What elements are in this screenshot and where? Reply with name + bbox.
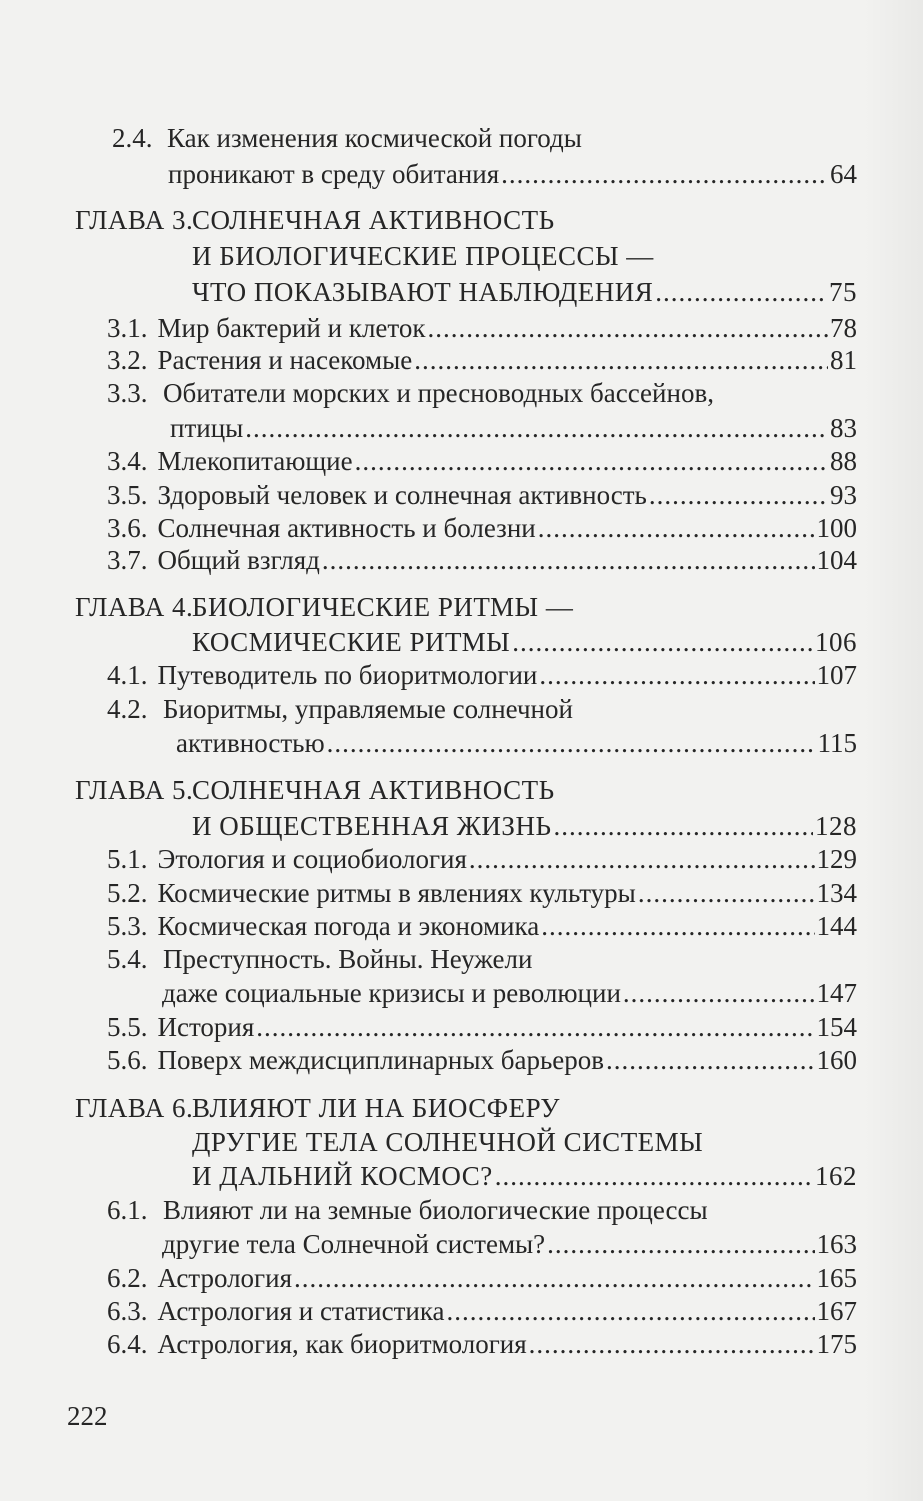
chapter-title: СОЛНЕЧНАЯ АКТИВНОСТЬ	[192, 775, 555, 805]
leader-dots	[327, 725, 816, 761]
leader-dots	[547, 1226, 814, 1262]
section-number: 6.3.	[107, 1296, 148, 1326]
page-ref: 83	[830, 413, 857, 443]
section-number: 3.7.	[107, 545, 148, 575]
toc-entry-5-4	[0, 941, 923, 977]
page-ref: 175	[816, 1329, 857, 1359]
page-ref: 88	[830, 446, 857, 476]
toc-entry-6-1	[0, 1192, 923, 1228]
chapter-prefix: ГЛАВА 5.	[75, 775, 194, 805]
section-title: Общий взгляд	[157, 545, 320, 575]
section-number: 3.1.	[107, 313, 148, 343]
section-title: Мир бактерий и клеток	[157, 313, 426, 343]
leader-dots	[294, 1260, 815, 1296]
section-number: 3.3.	[107, 378, 148, 408]
leader-dots	[553, 808, 813, 844]
toc-entry-2-4	[0, 120, 923, 156]
section-number: 6.1.	[107, 1195, 148, 1225]
section-number: 6.4.	[107, 1329, 148, 1359]
section-title-cont: даже социальные кризисы и революции	[162, 978, 621, 1008]
section-title-cont: другие тела Солнечной системы?	[162, 1229, 546, 1259]
section-title-cont: активностью	[176, 728, 325, 758]
toc-entry-3-1	[0, 310, 923, 346]
section-number: 3.6.	[107, 513, 148, 543]
section-title: Космические ритмы в явлениях культуры	[157, 878, 636, 908]
chapter-title-cont: ЧТО ПОКАЗЫВАЮТ НАБЛЮДЕНИЯ	[192, 277, 654, 307]
section-title-cont: проникают в среду обитания	[168, 159, 500, 189]
page-ref: 134	[816, 878, 857, 908]
section-number: 3.5.	[107, 480, 148, 510]
chapter-3-heading-line2	[0, 238, 923, 274]
chapter-title-cont: КОСМИЧЕСКИЕ РИТМЫ	[192, 627, 511, 657]
chapter-5-heading-line2	[0, 808, 923, 844]
section-title: Обитатели морских и пресноводных бассейнов,	[163, 378, 714, 408]
leader-dots	[539, 657, 814, 693]
toc-entry-5-2	[0, 875, 923, 911]
leader-dots	[655, 274, 827, 310]
leader-dots	[638, 875, 815, 911]
page-ref: 128	[815, 811, 857, 841]
toc-entry-5-4-cont	[0, 975, 923, 1011]
section-title: Биоритмы, управляемые солнечной	[163, 694, 573, 724]
page-ref: 154	[816, 1012, 857, 1042]
leader-dots	[501, 156, 828, 192]
section-title: Астрология	[157, 1263, 292, 1293]
leader-dots	[414, 342, 828, 378]
page-ref: 147	[816, 978, 857, 1008]
section-number: 5.3.	[107, 911, 148, 941]
section-number: 5.5.	[107, 1012, 148, 1042]
section-number: 5.6.	[107, 1045, 148, 1075]
page-ref: 107	[816, 660, 857, 690]
chapter-5-heading	[0, 772, 923, 808]
section-title: Поверх междисциплинарных барьеров	[157, 1045, 605, 1075]
toc-entry-3-3	[0, 375, 923, 411]
chapter-prefix: ГЛАВА 4.	[75, 592, 194, 622]
toc-entry-6-1-cont	[0, 1226, 923, 1262]
chapter-4-heading-line2	[0, 624, 923, 660]
section-title: Астрология и статистика	[157, 1296, 445, 1326]
chapter-title-cont: ДРУГИЕ ТЕЛА СОЛНЕЧНОЙ СИСТЕМЫ	[192, 1127, 704, 1157]
chapter-title-cont: И БИОЛОГИЧЕСКИЕ ПРОЦЕССЫ —	[192, 241, 654, 271]
section-title: Путеводитель по биоритмологии	[157, 660, 538, 690]
section-number: 3.4.	[107, 446, 148, 476]
section-title: Преступность. Войны. Неужели	[163, 944, 533, 974]
page-ref: 167	[816, 1296, 857, 1326]
toc-entry-2-4-cont	[0, 156, 923, 192]
section-title: Растения и насекомые	[157, 345, 413, 375]
page-ref: 115	[817, 728, 857, 758]
chapter-title: ВЛИЯЮТ ЛИ НА БИОСФЕРУ	[192, 1093, 561, 1123]
leader-dots	[322, 542, 815, 578]
section-number: 6.2.	[107, 1263, 148, 1293]
page-ref: 165	[816, 1263, 857, 1293]
toc-entry-5-5	[0, 1009, 923, 1045]
page-number: 222	[67, 1401, 108, 1431]
toc-entry-5-3	[0, 908, 923, 944]
leader-dots	[427, 310, 828, 346]
leader-dots	[649, 477, 828, 513]
chapter-prefix: ГЛАВА 3.	[75, 205, 194, 235]
page-ref: 160	[816, 1045, 857, 1075]
page-ref: 75	[829, 277, 857, 307]
section-title: Астрология, как биоритмология	[157, 1329, 527, 1359]
section-number: 5.1.	[107, 844, 148, 874]
toc-entry-4-2-cont	[0, 725, 923, 761]
chapter-6-heading-line2	[0, 1124, 923, 1160]
leader-dots	[623, 975, 815, 1011]
leader-dots	[245, 410, 828, 446]
leader-dots	[495, 1158, 813, 1194]
toc-entry-6-2	[0, 1260, 923, 1296]
leader-dots	[256, 1009, 814, 1045]
page-ref: 129	[816, 844, 857, 874]
leader-dots	[469, 841, 815, 877]
page-ref: 144	[816, 911, 857, 941]
section-number: 4.2.	[107, 694, 148, 724]
section-title: Влияют ли на земные биологические процессы	[163, 1195, 708, 1225]
chapter-3-heading-line3	[0, 274, 923, 310]
toc-entry-3-3-cont	[0, 410, 923, 446]
toc-entry-5-1	[0, 841, 923, 877]
leader-dots	[606, 1042, 814, 1078]
chapter-title: СОЛНЕЧНАЯ АКТИВНОСТЬ	[192, 205, 555, 235]
page-ref: 81	[830, 345, 857, 375]
toc-entry-3-7	[0, 542, 923, 578]
leader-dots	[355, 443, 828, 479]
leader-dots	[512, 624, 813, 660]
toc-entry-5-6	[0, 1042, 923, 1078]
section-title: Как изменения космической погоды	[167, 123, 582, 153]
section-number: 5.4.	[107, 944, 148, 974]
section-title: Млекопитающие	[157, 446, 353, 476]
section-title: Космическая погода и экономика	[157, 911, 540, 941]
chapter-6-heading	[0, 1090, 923, 1126]
chapter-3-heading	[0, 202, 923, 238]
section-number: 2.4.	[112, 123, 153, 153]
chapter-title-cont: И ОБЩЕСТВЕННАЯ ЖИЗНЬ	[192, 811, 552, 841]
toc-entry-6-3	[0, 1293, 923, 1329]
page-ref: 104	[816, 545, 857, 575]
toc-entry-3-4	[0, 443, 923, 479]
chapter-prefix: ГЛАВА 6.	[75, 1093, 194, 1123]
chapter-6-heading-line3	[0, 1158, 923, 1194]
toc-entry-4-2	[0, 691, 923, 727]
chapter-title: БИОЛОГИЧЕСКИЕ РИТМЫ —	[192, 592, 574, 622]
page-ref: 93	[830, 480, 857, 510]
leader-dots	[529, 1326, 815, 1362]
page-ref: 78	[830, 313, 857, 343]
section-number: 3.2.	[107, 345, 148, 375]
section-number: 5.2.	[107, 878, 148, 908]
toc-entry-4-1	[0, 657, 923, 693]
section-title: Этология и социобиология	[157, 844, 467, 874]
section-number: 4.1.	[107, 660, 148, 690]
page-ref: 163	[816, 1229, 857, 1259]
leader-dots	[538, 510, 815, 546]
section-title: Солнечная активность и болезни	[157, 513, 536, 543]
toc-entry-3-5	[0, 477, 923, 513]
section-title: История	[157, 1012, 255, 1042]
leader-dots	[447, 1293, 815, 1329]
page-ref: 106	[815, 627, 857, 657]
page-ref: 64	[830, 159, 857, 189]
toc-entry-6-4	[0, 1326, 923, 1362]
page-ref: 162	[815, 1161, 857, 1191]
section-title: Здоровый человек и солнечная активность	[157, 480, 647, 510]
chapter-title-cont: И ДАЛЬНИЙ КОСМОС?	[192, 1161, 493, 1191]
toc-entry-3-2	[0, 342, 923, 378]
chapter-4-heading	[0, 589, 923, 625]
page-ref: 100	[816, 513, 857, 543]
toc-entry-3-6	[0, 510, 923, 546]
section-title-cont: птицы	[170, 413, 244, 443]
leader-dots	[541, 908, 814, 944]
